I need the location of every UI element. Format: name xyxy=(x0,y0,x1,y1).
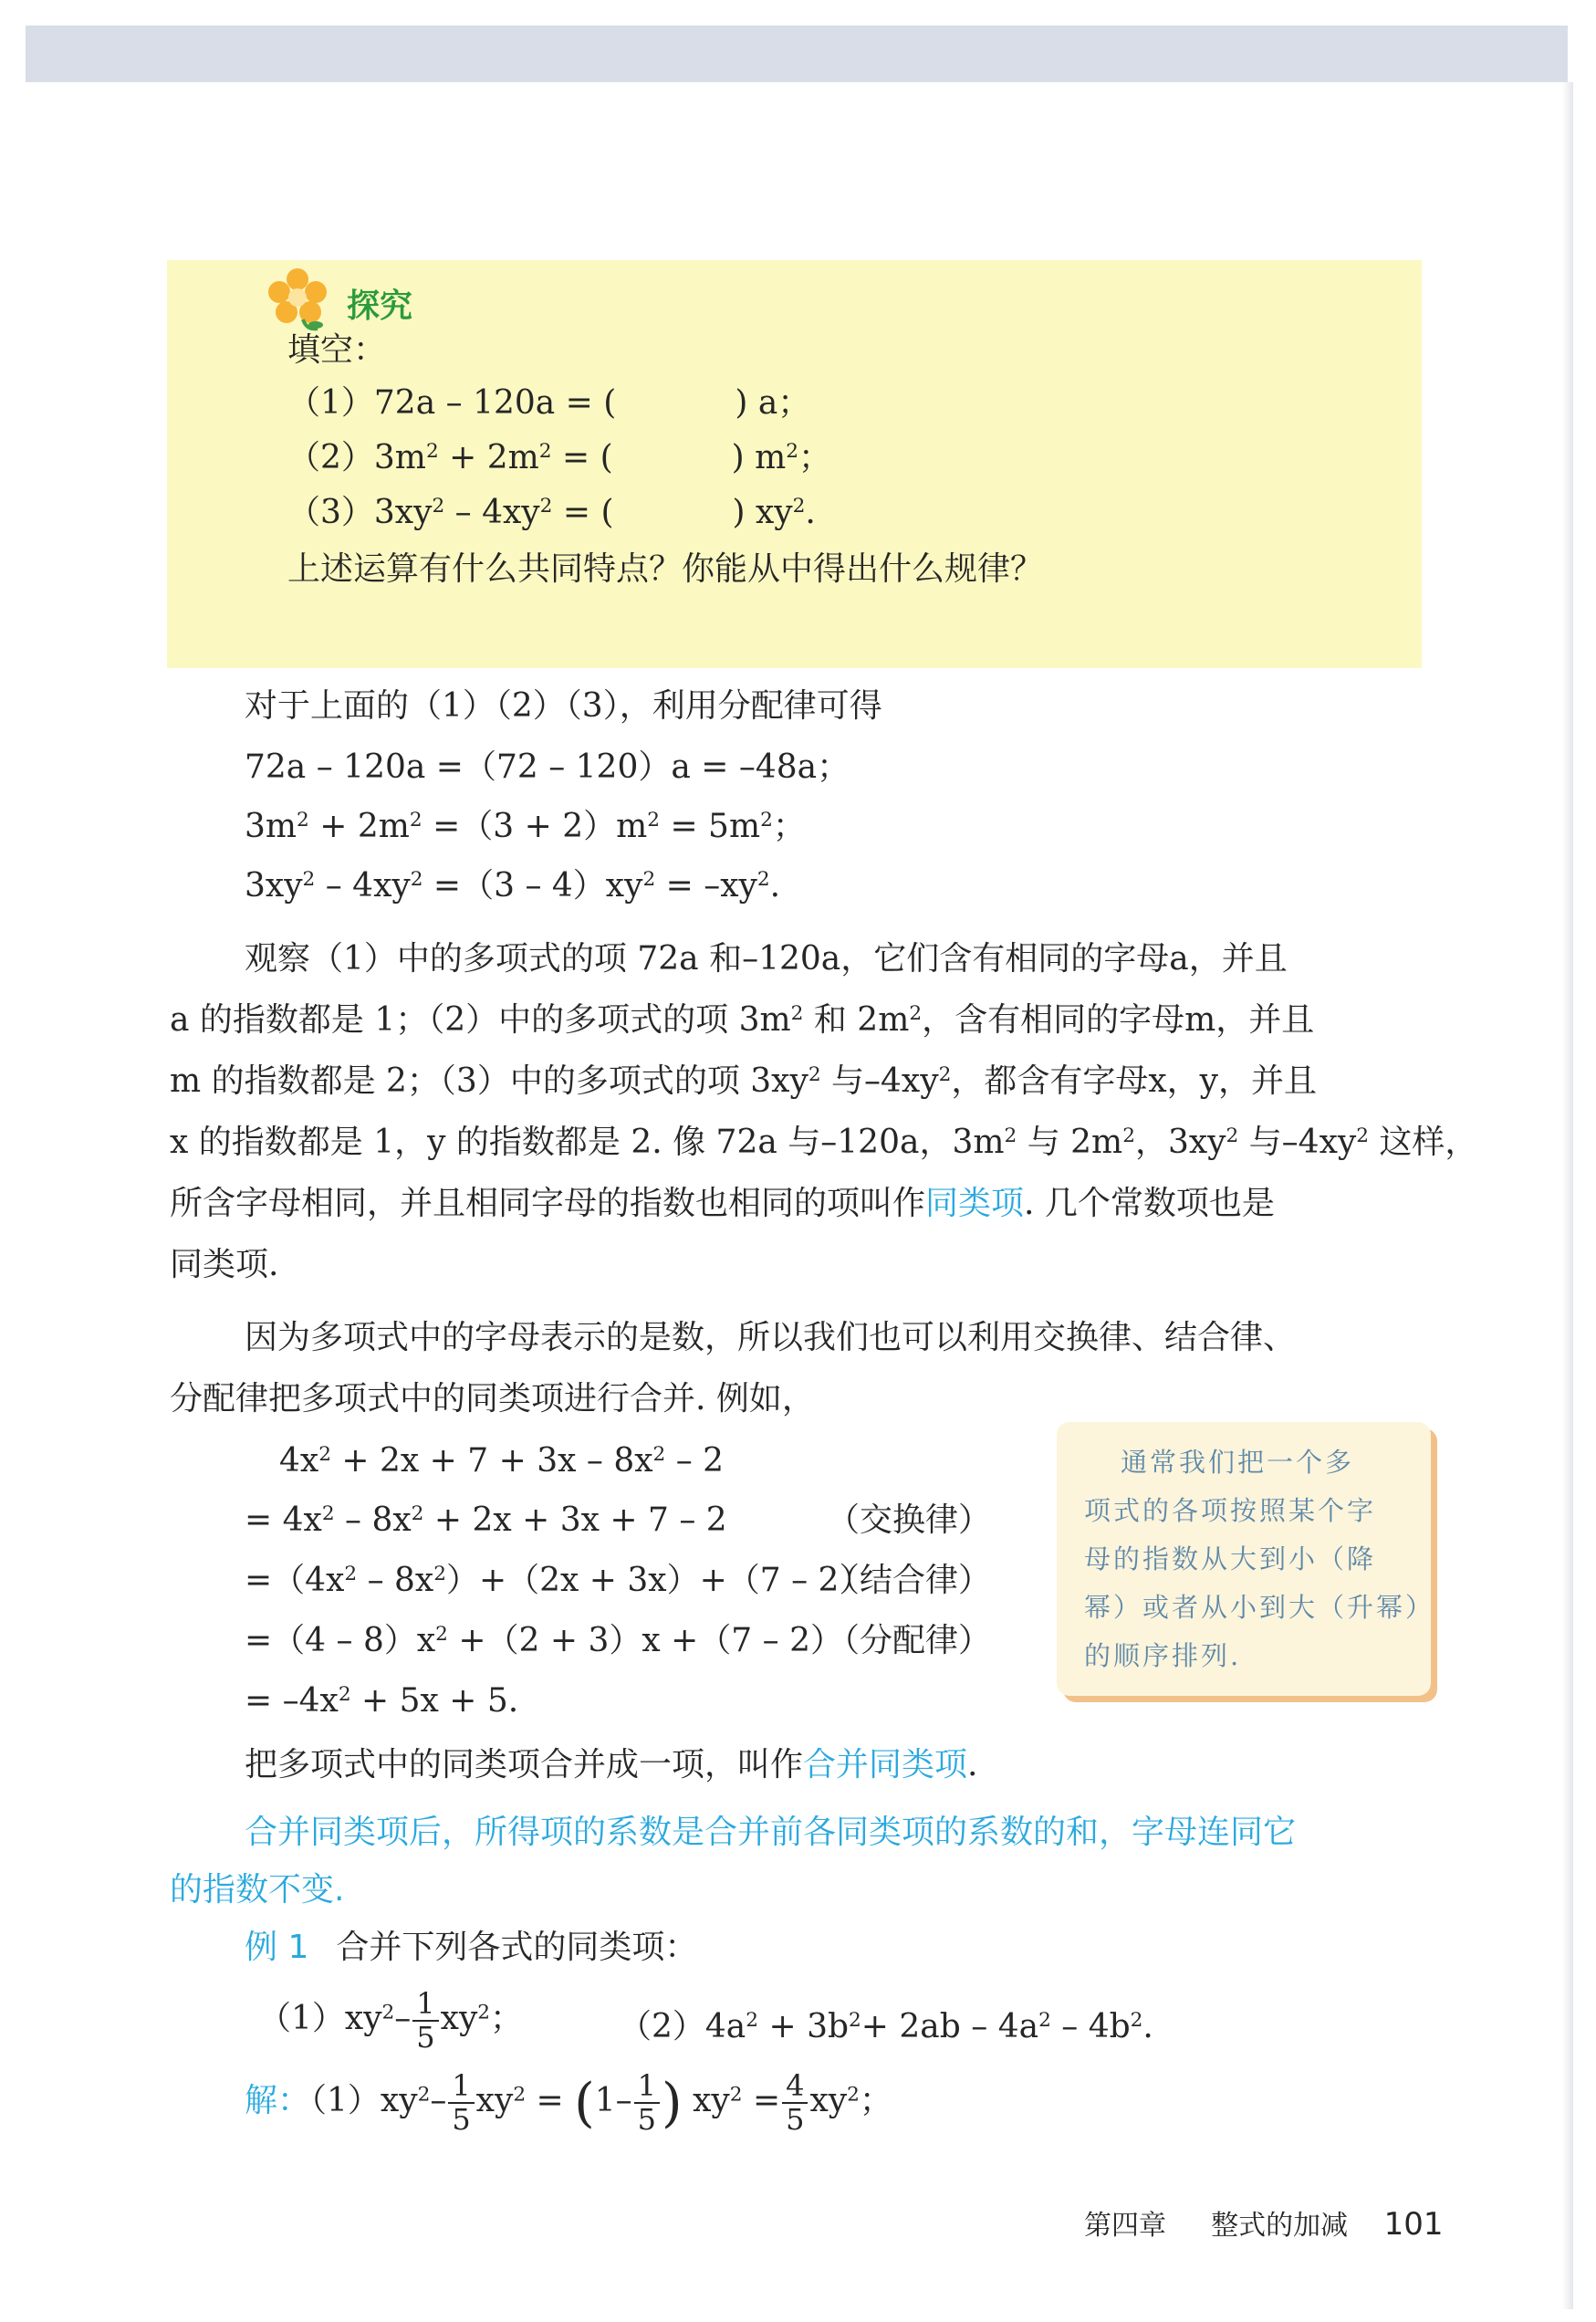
definition-combine: 把多项式中的同类项合并成一项，叫作合并同类项. xyxy=(245,1746,978,1783)
rule-line-1: 合并同类项后，所得项的系数是合并前各同类项的系数的和，字母连同它 xyxy=(245,1814,1297,1851)
derivation-line-1: $4x^2 + 2x + 7 + 3x - 8x^2 - 2$ xyxy=(279,1442,725,1480)
solution-label: 解： xyxy=(245,2082,311,2120)
paragraph-intro: 对于上面的（1）（2）（3），利用分配律可得 xyxy=(245,687,882,725)
law-commutative: （交换律） xyxy=(827,1501,992,1539)
observation-line-6: 同类项. xyxy=(170,1246,279,1283)
law-associative: （结合律） xyxy=(827,1562,992,1599)
page-footer xyxy=(1084,2202,1444,2243)
explore-intro: 填空： xyxy=(287,331,387,369)
explore-box xyxy=(167,260,1422,668)
solution-1: 解：$(1)xy^2-$ $\frac{1}{5}$ $xy^2 = (1-$ $\frac{1}{5}$ ) $xy^2$ = $\frac{4}{5}$ $xy^2$； xyxy=(245,2068,892,2138)
derivation-line-2: = $4x^2 - 8x^2 + 2x + 3x + 7 - 2$ xyxy=(245,1501,727,1539)
margin-note: 通常我们把一个多 项式的各项按照某个字 母的指数从大到小（降 幂）或者从小到大（升幂） 的顺序排列. xyxy=(1057,1422,1431,1696)
law-distributive: （分配律） xyxy=(827,1622,992,1659)
explore-q1: （1）72a – 120a = ( ) a； xyxy=(287,384,811,422)
page-number: 101 xyxy=(1383,2206,1444,2243)
observation-line-1: 观察（1）中的多项式的项 72a 和–120a，它们含有相同的字母a，并且 xyxy=(245,940,1288,978)
example-heading: 例 1 合并下列各式的同类项： xyxy=(245,1929,698,1966)
derivation-line-4: $=(4 - 8)x^2 +(2 + 3)x +(7 - 2)$ xyxy=(245,1622,843,1659)
rule-line-2: 的指数不变. xyxy=(170,1871,345,1909)
equation-3: $3xy^2 - 4xy^2 =(3 - 4)xy^2 = -xy^2$. xyxy=(245,867,781,905)
observation-line-4: x 的指数都是 1，y 的指数都是 2. 像 72a 与–120a，$3m^2$ 与 $2m^2$，$3xy^2$ 与$-4xy^2$ 这样， xyxy=(170,1124,1478,1161)
equation-2: $3m^2 + 2m^2 =(3 + 2)m^2 = 5m^2$； xyxy=(245,808,806,845)
explore-q3: $(3)3xy^2 - 4xy^2$ = ( ) $xy^2$. xyxy=(287,494,816,531)
paragraph-2-line-2: 分配律把多项式中的同类项进行合并. 例如， xyxy=(170,1380,815,1417)
observation-line-2: a 的指数都是 1；（2）中的多项式的项 $3m^2$ 和 $2m^2$，含有相同的字母m，并且 xyxy=(170,1001,1315,1039)
term-combine-like-terms: 合并同类项 xyxy=(803,1746,968,1783)
chapter-title: 整式的加减 xyxy=(1211,2210,1349,2242)
observation-line-5: 所含字母相同，并且相同字母的指数也相同的项叫作同类项. 几个常数项也是 xyxy=(170,1185,1275,1222)
paragraph-2-line-1: 因为多项式中的字母表示的是数，所以我们也可以利用交换律、结合律、 xyxy=(245,1319,1297,1356)
example-2-problem: $(2)4a^2 + 3b^2+ 2ab - 4a^2 - 4b^2$. xyxy=(619,2008,1153,2045)
observation-line-3: m 的指数都是 2；（3）中的多项式的项 $3xy^2$ 与$-4xy^2$，都含有字母x，y，并且 xyxy=(170,1062,1317,1100)
explore-question: 上述运算有什么共同特点？你能从中得出什么规律？ xyxy=(287,550,1044,588)
derivation-line-5: = $-4x^2 + 5x + 5$. xyxy=(245,1682,519,1720)
textbook-page xyxy=(26,26,1568,2307)
explore-tag: 探究 xyxy=(347,288,413,325)
example-1-problem: $(1)xy^2-$ $\frac{1}{5}$ $xy^2$； xyxy=(258,1986,524,2055)
term-like-terms: 同类项 xyxy=(925,1185,1025,1222)
derivation-line-3: $=(4x^2 - 8x^2)+(2x + 3x)+(7 - 2)$ xyxy=(245,1562,872,1599)
explore-q2: $(2)3m^2 + 2m^2$ = ( ) $m^2$； xyxy=(287,439,832,476)
example-label: 例 1 xyxy=(245,1929,309,1966)
chapter-label: 第四章 xyxy=(1084,2210,1166,2242)
equation-1: 72a – 120a =（72 – 120）a = –48a； xyxy=(245,748,850,786)
